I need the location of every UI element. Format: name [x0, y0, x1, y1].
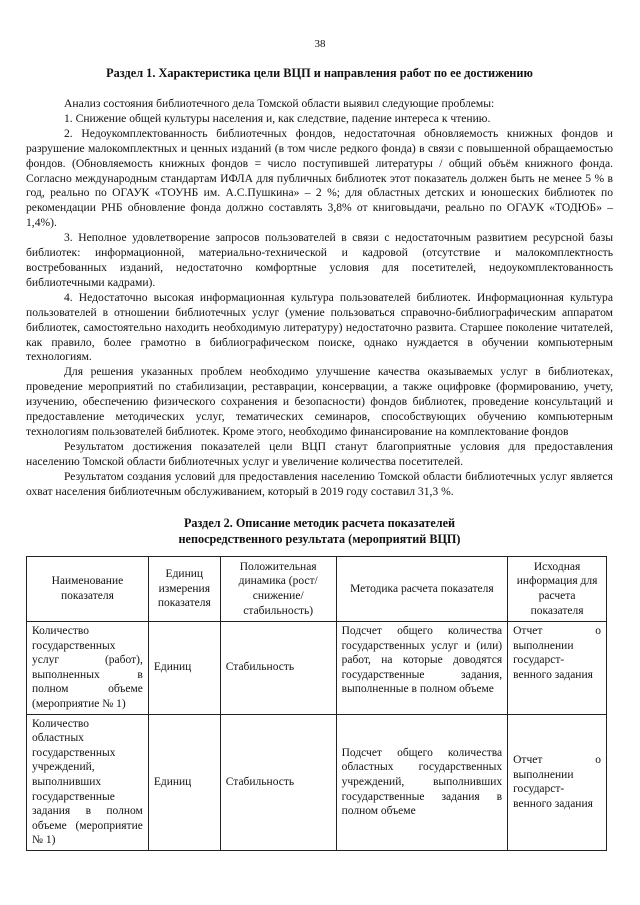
dynamics-cell: Стабильность: [220, 622, 336, 715]
table-row: [27, 622, 607, 715]
section2-title-line1: Раздел 2. Описание методик расчета показателей: [183, 516, 456, 530]
section1-title: Раздел 1. Характеристика цели ВЦП и направления работ по ее достижению: [106, 66, 533, 80]
source-cell: Отчет о выполнении государст-венного задания: [508, 714, 607, 850]
column-header-dynamics: Положительная динамика (рост/снижение/ стабильность): [220, 557, 336, 622]
indicator-name-cell: Количество областных государственных учреждений, выполнивших государственные задания в полном объеме (мероприятие № 1): [27, 714, 149, 850]
table-header-row: [27, 557, 607, 622]
column-header-name: Наименование показателя: [27, 557, 149, 622]
paragraph: 3. Неполное удовлетворение запросов пользователей в связи с недостаточным развитием ресурсной базы библиотек: информационной, материально-технической и кадровой (отсутствие и малокомплектность востребованных изданий, недостаточно комфортные условия для посетителей, недоукомплектованность библиотечными кадрами).: [26, 231, 613, 289]
method-cell: Подсчет общего количества областных государственных учреждений, выполнивших государственные задания в полном объеме: [336, 714, 508, 850]
column-header-unit: Единиц измерения показателя: [148, 557, 220, 622]
paragraph: Для решения указанных проблем необходимо улучшение качества оказываемых услуг в библиотеках, проведение мероприятий по стабилизации, реставрации, консервации, а также оцифровке (формированию, учету, изучению, обеспечению физического сохранения и безопасности) фондов библиотек, проведение консультаций и предоставление методических услуг, тематических семинаров, способствующих обучению компьютерным технологиям пользователей библиотек. Кроме этого, необходимо финансирование на комплектование фондов: [26, 365, 613, 438]
paragraph: Результатом создания условий для предоставления населению Томской области библиотечных услуг является охват населения библиотечным обслуживанием, который в 2019 году составил 31,3 %.: [26, 469, 613, 498]
paragraph: Анализ состояния библиотечного дела Томской области выявил следующие проблемы:: [64, 97, 495, 110]
column-header-method: Методика расчета показателя: [336, 557, 508, 622]
source-cell: Отчет о выполнении государст-венного задания: [508, 622, 607, 715]
methods-table: [26, 556, 607, 851]
unit-cell: Единиц: [148, 714, 220, 850]
dynamics-cell: Стабильность: [220, 714, 336, 850]
paragraph: Результатом достижения показателей цели ВЦП станут благоприятные условия для предоставления населению Томской области библиотечных услуг и увеличение количества посетителей.: [26, 439, 613, 468]
table-row: [27, 714, 607, 850]
column-header-source: Исходная информация для расчета показателя: [508, 557, 607, 622]
section2-title: [26, 516, 613, 547]
unit-cell: Единиц: [148, 622, 220, 715]
indicator-name-cell: Количество государственных услуг (работ), выполненных в полном объеме (мероприятие № 1): [27, 622, 149, 715]
method-cell: Подсчет общего количества государственных услуг и (или) работ, на которые доводятся государственные задания, выполненные в полном объеме: [336, 622, 508, 715]
section2-title-line2: непосредственного результата (мероприятий ВЦП): [178, 531, 461, 546]
paragraph: 1. Снижение общей культуры населения и, как следствие, падение интереса к чтению.: [64, 111, 491, 125]
paragraph: 2. Недоукомплектованность библиотечных фондов, недостаточная обновляемость книжных фондов и разрушение малокомплектных и ценных изданий (в том числе редкого фонда) в связи с повышенной обращаемостью фондов. (Обновляемость книжных фондов = число поступившей литературы / общий объём книжного фонда. Согласно международным стандартам ИФЛА для публичных библиотек этот показатель должен быть не менее 5 % в год, реально по ОГАУК «ТОУНБ им. А.С.Пушкина» – 2 %; для областных детских и юношеских библиотек по рекомендации РНБ обновление фонда должно составлять 3,8% от книговыдачи, реально по ОГАУК «ТОДЮБ» – 1,4%).: [26, 126, 613, 230]
section1-body: [26, 97, 613, 499]
paragraph: 4. Недостаточно высокая информационная культура пользователей библиотек. Информационная культура пользователей в отношении библиотечных услуг (умение пользоваться справочно-библиографическим аппаратом библиотек, самостоятельно находить необходимую литературу) недостаточно развита. Старшее поколение читателей, как правило, более грамотно в библиографическом поиске, однако нуждается в обучении компьютерным технологиям.: [26, 290, 613, 364]
page-number: 38: [314, 38, 326, 50]
